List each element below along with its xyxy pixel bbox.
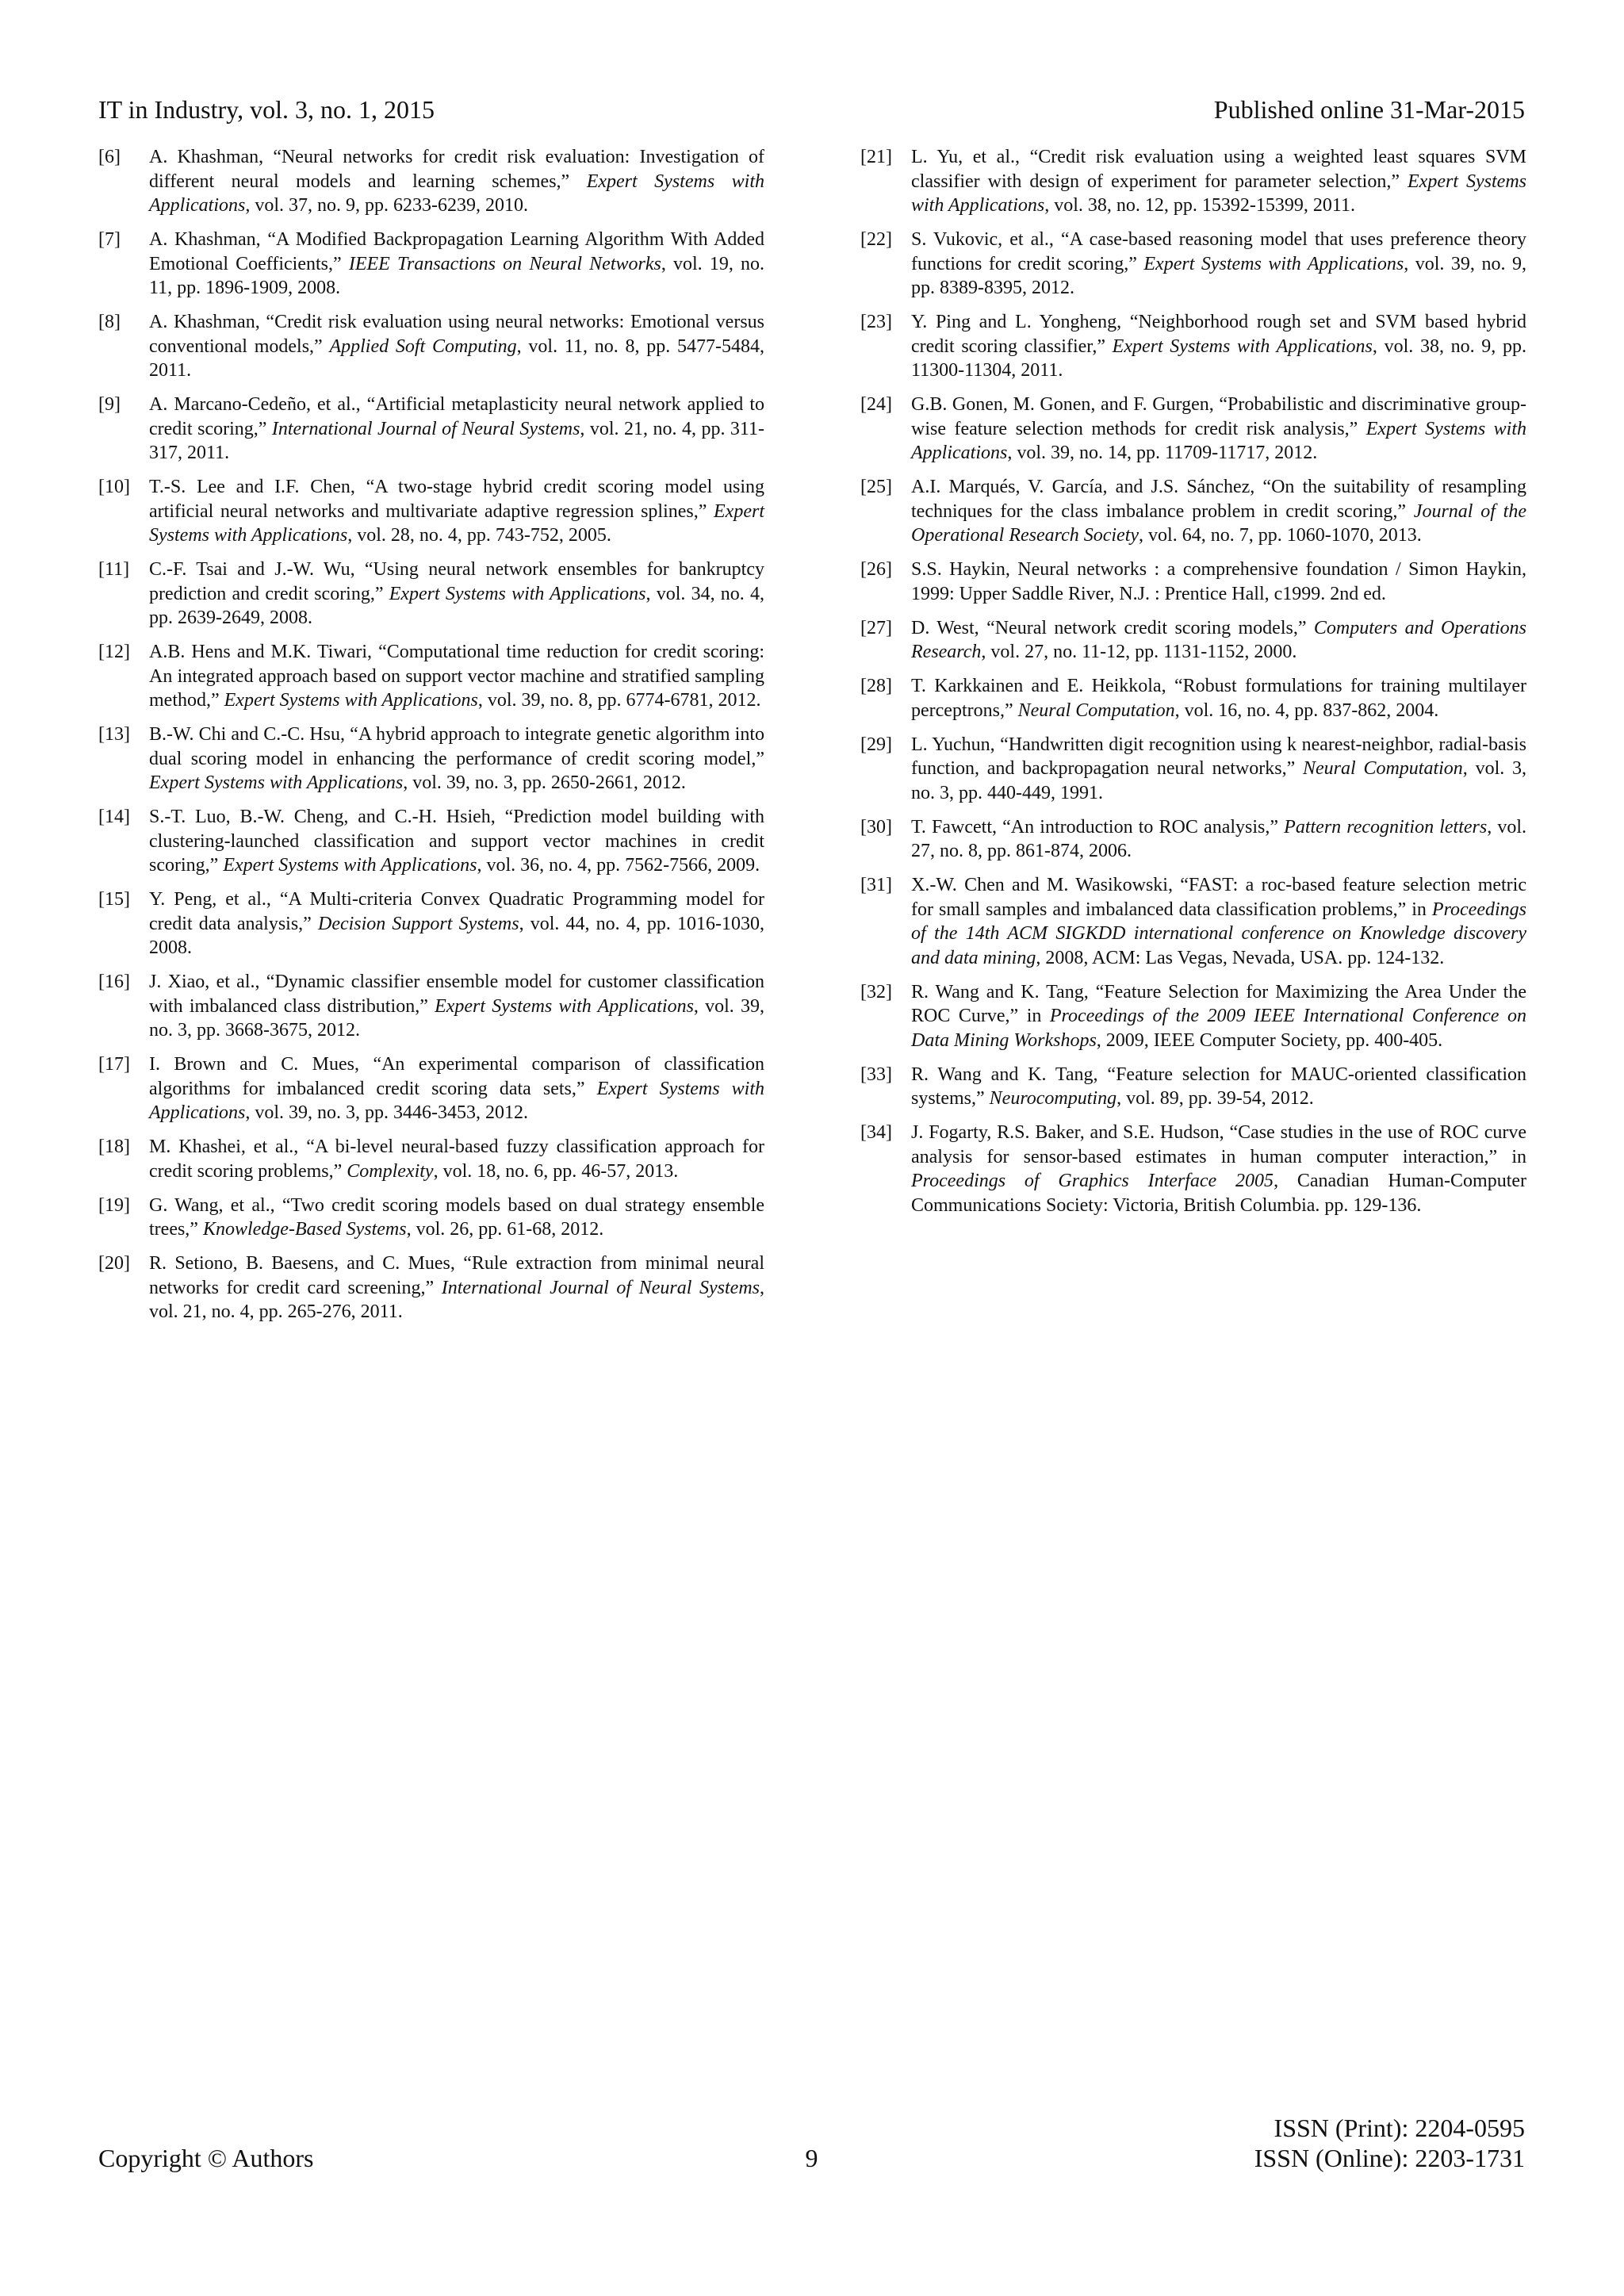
reference-number: [6] <box>98 147 121 167</box>
reference-item <box>860 1121 1526 1217</box>
reference-venue: Applied Soft Computing <box>329 335 517 357</box>
reference-text <box>911 475 1526 548</box>
reference-item <box>860 733 1526 806</box>
reference-number: [7] <box>98 229 121 250</box>
reference-segment: A. Khashman, “A Modified Backpropagation Learning Algorithm With Added Emotional Coefficients,” <box>149 229 764 274</box>
reference-item <box>860 475 1526 548</box>
reference-text <box>149 228 764 301</box>
reference-item <box>860 980 1526 1053</box>
reference-venue: Computers and Operations Research <box>911 617 1526 662</box>
reference-venue: Neurocomputing <box>989 1088 1117 1109</box>
reference-text <box>149 1194 764 1242</box>
reference-text <box>911 1121 1526 1217</box>
reference-number: [24] <box>860 394 892 415</box>
reference-text <box>149 475 764 548</box>
reference-number: [13] <box>98 724 130 745</box>
reference-item <box>98 145 764 218</box>
reference-segment: T. Fawcett, “An introduction to ROC analysis,” <box>911 816 1285 838</box>
reference-text <box>911 1063 1526 1111</box>
reference-segment: R. Wang and K. Tang, “Feature Selection for Maximizing the Area Under the ROC Curve,” in <box>911 981 1526 1026</box>
reference-text <box>149 887 764 960</box>
reference-item <box>98 310 764 383</box>
reference-text <box>149 805 764 878</box>
publication-date: Published online 31-Mar-2015 <box>1213 95 1525 124</box>
reference-segment: T.-S. Lee and I.F. Chen, “A two-stage hybrid credit scoring model using artificial neural networks and multivariate adaptive regression splines,” <box>149 477 764 522</box>
reference-segment: , vol. 28, no. 4, pp. 743-752, 2005. <box>347 525 611 546</box>
reference-text <box>911 558 1526 606</box>
reference-segment: S.S. Haykin, Neural networks : a comprehensive foundation / Simon Haykin, 1999: Upper Saddle River, N.J. : Prentice Hall, c1999. 2nd ed. <box>911 559 1526 604</box>
reference-text <box>149 1135 764 1183</box>
reference-number: [25] <box>860 477 892 497</box>
reference-segment: M. Khashei, et al., “A bi-level neural-based fuzzy classification approach for credit scoring problems,” <box>149 1137 764 1182</box>
reference-segment: , vol. 19, no. 11, pp. 1896-1909, 2008. <box>149 253 764 298</box>
reference-number: [33] <box>860 1064 892 1085</box>
references-right-column <box>860 145 1526 1228</box>
reference-text <box>149 558 764 631</box>
references-left-column <box>98 145 764 1334</box>
reference-venue: Knowledge-Based Systems <box>202 1219 407 1240</box>
reference-number: [9] <box>98 394 121 415</box>
reference-item <box>860 228 1526 301</box>
reference-segment: Y. Peng, et al., “A Multi-criteria Convex Quadratic Programming model for credit data analysis,” <box>149 889 764 934</box>
reference-venue: Proceedings of the 2009 IEEE International Conference on Data Mining Workshops <box>911 1006 1526 1051</box>
reference-segment: , vol. 39, no. 3, pp. 3446-3453, 2012. <box>245 1102 528 1123</box>
reference-number: [8] <box>98 312 121 332</box>
reference-venue: IEEE Transactions on Neural Networks <box>348 253 661 274</box>
reference-venue: Expert Systems with Applications <box>223 855 477 876</box>
reference-item <box>98 1052 764 1125</box>
reference-item <box>98 1194 764 1242</box>
reference-number: [11] <box>98 559 130 580</box>
reference-item <box>860 815 1526 864</box>
reference-number: [30] <box>860 816 892 838</box>
reference-item <box>860 558 1526 606</box>
reference-text <box>911 815 1526 864</box>
reference-number: [17] <box>98 1054 130 1075</box>
reference-text <box>911 616 1526 665</box>
reference-number: [34] <box>860 1122 892 1143</box>
reference-item <box>860 674 1526 723</box>
reference-segment: , vol. 39, no. 8, pp. 6774-6781, 2012. <box>477 690 761 711</box>
reference-segment: , vol. 21, no. 4, pp. 265-276, 2011. <box>149 1277 764 1322</box>
reference-number: [14] <box>98 807 130 827</box>
reference-segment: Y. Ping and L. Yongheng, “Neighborhood rough set and SVM based hybrid credit scoring classifier,” <box>911 312 1526 357</box>
reference-venue: International Journal of Neural Systems <box>441 1277 760 1298</box>
reference-number: [29] <box>860 734 892 755</box>
reference-segment: D. West, “Neural network credit scoring models,” <box>911 617 1314 638</box>
reference-number: [32] <box>860 981 892 1002</box>
reference-number: [16] <box>98 972 130 992</box>
reference-segment: X.-W. Chen and M. Wasikowski, “FAST: a roc-based feature selection metric for small samples and imbalanced data classification problems,” in <box>911 875 1526 920</box>
issn-online: ISSN (Online): 2203-1731 <box>1254 2144 1525 2172</box>
reference-item <box>860 393 1526 466</box>
reference-venue: Proceedings of the 14th ACM SIGKDD international conference on Knowledge discovery and data mining <box>911 899 1526 968</box>
reference-venue: Decision Support Systems <box>317 913 519 934</box>
reference-segment: , vol. 38, no. 9, pp. 11300-11304, 2011. <box>911 335 1526 381</box>
reference-segment: A. Khashman, “Neural networks for credit risk evaluation: Investigation of different neural models and learning schemes,” <box>149 147 764 192</box>
reference-text <box>149 145 764 218</box>
page-number: 9 <box>805 2144 818 2172</box>
reference-venue: Expert Systems with Applications <box>149 500 764 546</box>
reference-segment: G. Wang, et al., “Two credit scoring models based on dual strategy ensemble trees,” <box>149 1194 764 1240</box>
reference-item <box>860 873 1526 970</box>
reference-item <box>98 887 764 960</box>
reference-number: [27] <box>860 617 892 638</box>
reference-segment: , vol. 64, no. 7, pp. 1060-1070, 2013. <box>1139 525 1422 546</box>
reference-text <box>149 1251 764 1324</box>
reference-text <box>911 145 1526 218</box>
reference-text <box>911 873 1526 970</box>
reference-text <box>149 310 764 383</box>
reference-venue: Expert Systems with Applications <box>149 1078 764 1123</box>
running-header <box>98 94 1525 125</box>
reference-segment: , vol. 27, no. 8, pp. 861-874, 2006. <box>911 816 1527 861</box>
reference-number: [10] <box>98 477 130 497</box>
reference-number: [28] <box>860 676 892 696</box>
reference-item <box>860 1063 1526 1111</box>
reference-venue: Expert Systems with Applications <box>911 418 1526 463</box>
reference-segment: G.B. Gonen, M. Gonen, and F. Gurgen, “Probabilistic and discriminative group-wise feature selection methods for credit risk analysis,” <box>911 394 1526 439</box>
reference-venue: Expert Systems with Applications <box>911 171 1527 216</box>
reference-number: [26] <box>860 559 892 580</box>
reference-segment: B.-W. Chi and C.-C. Hsu, “A hybrid approach to integrate genetic algorithm into dual scoring model in enhancing the performance of credit scoring model,” <box>149 724 764 769</box>
reference-number: [31] <box>860 875 892 895</box>
reference-text <box>911 228 1526 301</box>
reference-segment: R. Wang and K. Tang, “Feature selection for MAUC-oriented classification systems,” <box>911 1064 1526 1109</box>
reference-segment: , vol. 39, no. 14, pp. 11709-11717, 2012. <box>1007 443 1318 463</box>
reference-item <box>98 723 764 795</box>
reference-segment: , vol. 37, no. 9, pp. 6233-6239, 2010. <box>245 195 528 216</box>
reference-segment: L. Yu, et al., “Credit risk evaluation using a weighted least squares SVM classifier with design of experiment for parameter selection,” <box>911 147 1526 192</box>
reference-number: [23] <box>860 312 892 332</box>
reference-segment: , vol. 34, no. 4, pp. 2639-2649, 2008. <box>149 583 764 628</box>
reference-item <box>98 558 764 631</box>
reference-text <box>149 393 764 466</box>
reference-segment: , vol. 16, no. 4, pp. 837-862, 2004. <box>1174 700 1439 721</box>
reference-number: [18] <box>98 1137 130 1157</box>
reference-segment: A.B. Hens and M.K. Tiwari, “Computational time reduction for credit scoring: An integrated approach based on support vector machine and stratified sampling method,” <box>149 642 764 711</box>
reference-item <box>98 1251 764 1324</box>
reference-segment: , vol. 3, no. 3, pp. 440-449, 1991. <box>911 758 1526 803</box>
reference-venue: Neural Computation <box>1303 758 1463 779</box>
reference-venue: Neural Computation <box>1017 700 1175 721</box>
reference-number: [19] <box>98 1194 130 1216</box>
reference-segment: R. Setiono, B. Baesens, and C. Mues, “Rule extraction from minimal neural networks for credit card screening,” <box>149 1253 764 1298</box>
reference-text <box>149 723 764 795</box>
reference-item <box>860 616 1526 665</box>
reference-venue: Expert Systems with Applications <box>224 690 478 711</box>
reference-segment: S. Vukovic, et al., “A case-based reasoning model that uses preference theory functions for credit scoring,” <box>911 229 1526 274</box>
reference-segment: A.I. Marqués, V. García, and J.S. Sánchez, “On the suitability of resampling techniques for the class imbalance problem in credit scoring,” <box>911 477 1526 522</box>
reference-item <box>98 1135 764 1183</box>
reference-text <box>149 1052 764 1125</box>
reference-segment: , vol. 39, no. 9, pp. 8389-8395, 2012. <box>911 253 1526 298</box>
reference-text <box>911 733 1526 806</box>
reference-segment: , vol. 21, no. 4, pp. 311-317, 2011. <box>149 418 765 463</box>
reference-item <box>98 228 764 301</box>
reference-venue: Expert Systems with Applications <box>1143 253 1404 274</box>
journal-info: IT in Industry, vol. 3, no. 1, 2015 <box>98 95 435 124</box>
reference-item <box>98 393 764 466</box>
reference-segment: , vol. 11, no. 8, pp. 5477-5484, 2011. <box>149 335 764 381</box>
reference-segment: , 2009, IEEE Computer Society, pp. 400-405. <box>1096 1029 1443 1051</box>
reference-segment: C.-F. Tsai and J.-W. Wu, “Using neural network ensembles for bankruptcy prediction and credit scoring,” <box>149 559 764 604</box>
reference-item <box>98 475 764 548</box>
reference-venue: Proceedings of Graphics Interface 2005 <box>911 1171 1274 1191</box>
reference-segment: , vol. 26, pp. 61-68, 2012. <box>406 1219 604 1240</box>
reference-segment: , vol. 44, no. 4, pp. 1016-1030, 2008. <box>149 913 765 958</box>
reference-segment: , 2008, ACM: Las Vegas, Nevada, USA. pp. 124-132. <box>1036 947 1445 968</box>
reference-number: [22] <box>860 229 892 250</box>
reference-number: [21] <box>860 147 892 167</box>
reference-venue: Expert Systems with Applications <box>435 995 694 1017</box>
reference-text <box>911 310 1526 383</box>
reference-segment: I. Brown and C. Mues, “An experimental comparison of classification algorithms for imbalanced credit scoring data sets,” <box>149 1054 764 1099</box>
reference-item <box>860 145 1526 218</box>
reference-segment: , vol. 39, no. 3, pp. 3668-3675, 2012. <box>149 995 764 1041</box>
reference-venue: Complexity <box>347 1160 434 1182</box>
reference-segment: , vol. 18, no. 6, pp. 46-57, 2013. <box>433 1160 679 1182</box>
reference-venue: Expert Systems with Applications <box>1112 335 1373 357</box>
reference-segment: L. Yuchun, “Handwritten digit recognition using k nearest-neighbor, radial-basis function, and backpropagation neural networks,” <box>911 734 1526 779</box>
reference-venue: International Journal of Neural Systems <box>271 418 580 439</box>
reference-segment: A. Marcano-Cedeño, et al., “Artificial metaplasticity neural network applied to credit scoring,” <box>149 394 764 439</box>
reference-text <box>911 674 1526 723</box>
reference-item <box>98 970 764 1043</box>
reference-segment: J. Fogarty, R.S. Baker, and S.E. Hudson, “Case studies in the use of ROC curve analysis for sensor-based estimates in human computer interaction,” in <box>911 1122 1526 1167</box>
reference-segment: , vol. 39, no. 3, pp. 2650-2661, 2012. <box>403 772 686 793</box>
issn-print: ISSN (Print): 2204-0595 <box>1274 2114 1525 2142</box>
reference-segment: , vol. 27, no. 11-12, pp. 1131-1152, 2000. <box>981 642 1297 662</box>
reference-item <box>98 805 764 878</box>
reference-number: [15] <box>98 889 130 910</box>
reference-text <box>911 980 1526 1053</box>
reference-venue: Expert Systems with Applications <box>149 772 404 793</box>
reference-venue: Expert Systems with Applications <box>389 583 646 604</box>
reference-segment: A. Khashman, “Credit risk evaluation using neural networks: Emotional versus conventional models,” <box>149 312 764 357</box>
reference-number: [20] <box>98 1253 130 1274</box>
copyright: Copyright © Authors <box>98 2144 314 2172</box>
reference-segment: , Canadian Human-Computer Communications Society: Victoria, British Columbia. pp. 129-136. <box>911 1171 1527 1216</box>
reference-segment: , vol. 89, pp. 39-54, 2012. <box>1116 1088 1314 1109</box>
reference-text <box>911 393 1526 466</box>
reference-venue: Expert Systems with Applications <box>149 171 764 216</box>
reference-text <box>149 970 764 1043</box>
reference-item <box>860 310 1526 383</box>
reference-segment: J. Xiao, et al., “Dynamic classifier ensemble model for customer classification with imbalanced class distribution,” <box>149 972 764 1017</box>
reference-segment: , vol. 38, no. 12, pp. 15392-15399, 2011. <box>1044 195 1356 216</box>
reference-segment: S.-T. Luo, B.-W. Cheng, and C.-H. Hsieh, “Prediction model building with clustering-launched classification and support vector machines in credit scoring,” <box>149 807 764 876</box>
reference-item <box>98 640 764 713</box>
reference-venue: Pattern recognition letters <box>1284 816 1488 838</box>
reference-text <box>149 640 764 713</box>
reference-number: [12] <box>98 642 130 662</box>
reference-segment: , vol. 36, no. 4, pp. 7562-7566, 2009. <box>477 855 760 876</box>
reference-segment: T. Karkkainen and E. Heikkola, “Robust formulations for training multilayer perceptrons,” <box>911 676 1526 721</box>
reference-venue: Journal of the Operational Research Society <box>911 500 1526 546</box>
